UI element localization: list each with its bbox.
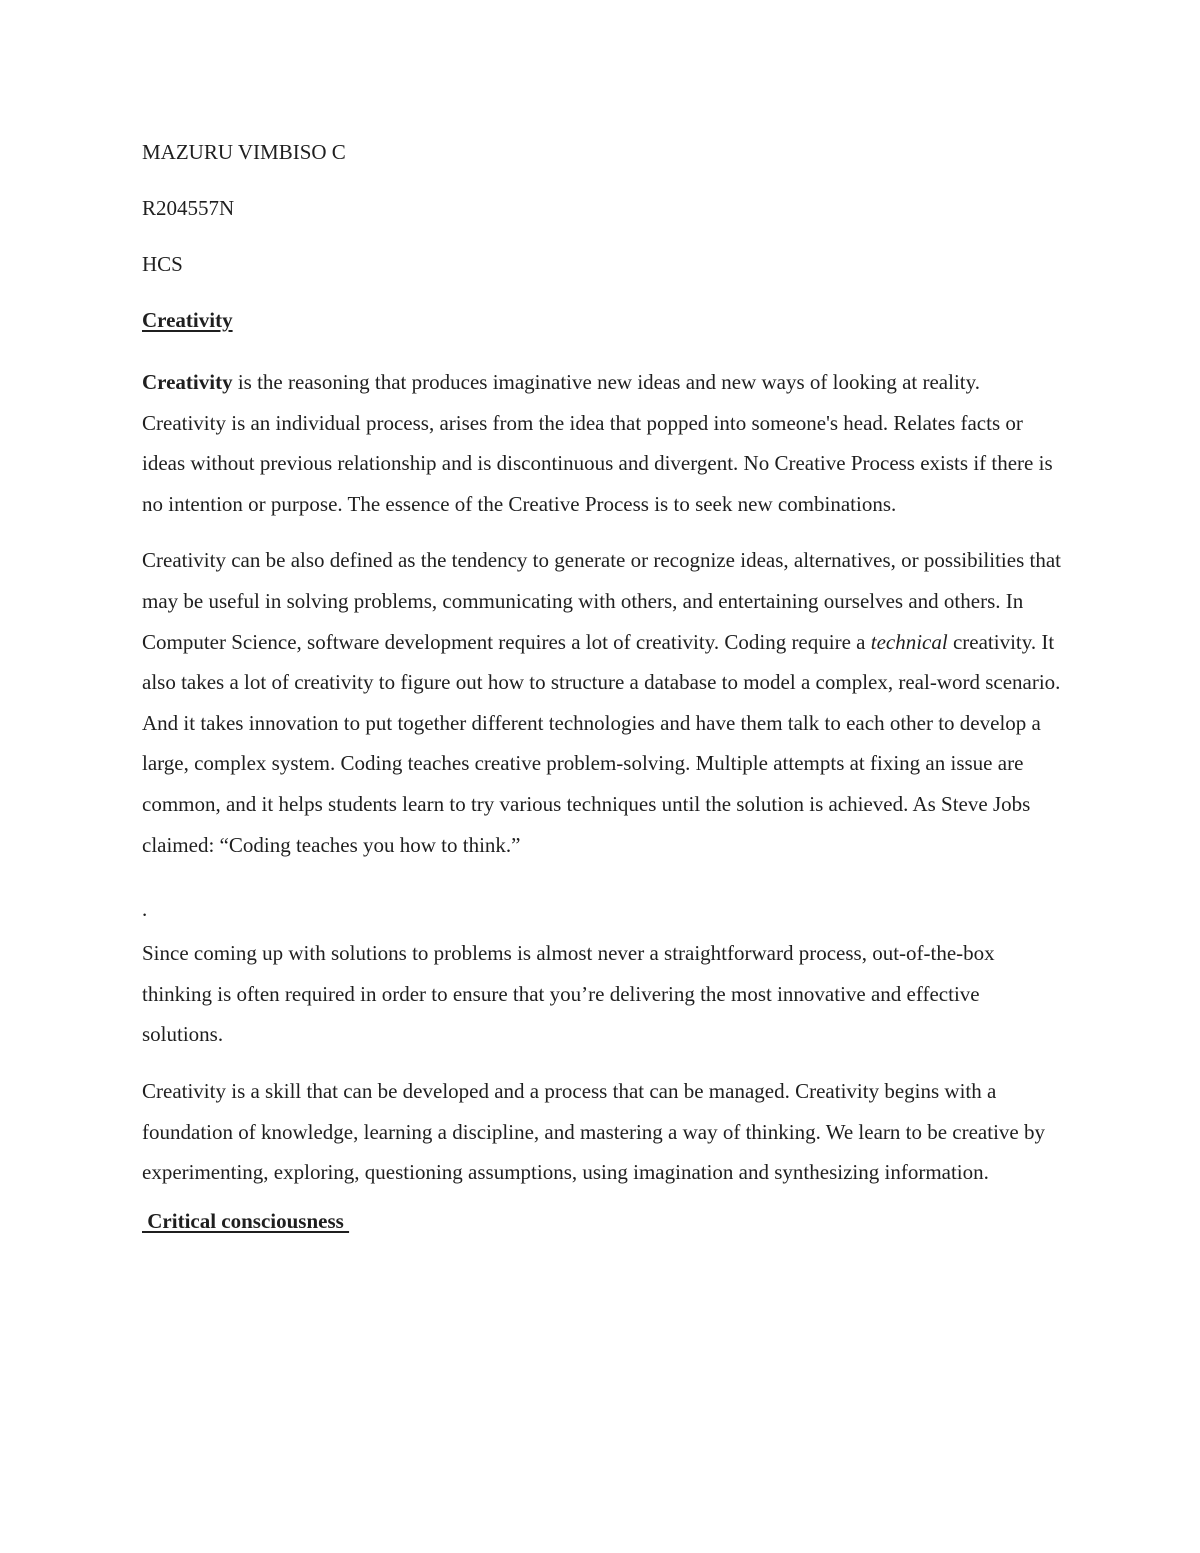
paragraph-1-text: is the reasoning that produces imaginative new ideas and new ways of looking at reality. Creativity is an individual process, arises from the idea that popped into someone's head. Relates facts or ideas without previous relationship and is discontinuous and divergent. No Creative Process exists if there is no intention or purpose. The essence of the Creative Process is to seek new combinations. (142, 370, 1053, 516)
creativity-paragraph-3: Since coming up with solutions to problems is almost never a straightforward process, out-of-the-box thinking is often required in order to ensure that you’re delivering the most innovative and effective solutions. (142, 941, 995, 1047)
creativity-paragraph-4: Creativity is a skill that can be developed and a process that can be managed. Creativity begins with a foundation of knowledge, learning a discipline, and mastering a way of thinking. We learn to be creative by experimenting, exploring, questioning assumptions, using imagination and synthesizing information. (142, 1078, 1045, 1185)
program-code: HCS (142, 252, 183, 276)
paragraph-2-text-a: Creativity can be also defined as the tendency to generate or recognize ideas, alternatives, or possibilities that may be useful in solving problems, communicating with others, and entertaining ourselves and others. In Computer Science, software development requires a lot of creativity. Coding require a (142, 548, 1061, 654)
document-body (142, 140, 1064, 1263)
creativity-paragraph-2 (142, 540, 1064, 865)
technical-italic: technical (870, 629, 948, 654)
creativity-paragraph-1 (142, 362, 1064, 524)
paragraph-2-text-b: creativity. It also takes a lot of creativity to figure out how to structure a database to model a complex, real-word scenario. And it takes innovation to put together different technologies and have them talk to each other to develop a large, complex system. Coding teaches creative problem-solving. Multiple attempts at fixing an issue are common, and it helps students learn to try various techniques until the solution is achieved. As Steve Jobs claimed: “Coding teaches you how to think.” (142, 629, 1061, 857)
registration-number: R204557N (142, 196, 235, 220)
creativity-bold-lead: Creativity (142, 370, 233, 394)
critical-consciousness-heading: Critical consciousness (142, 1208, 350, 1233)
creativity-heading: Creativity (142, 308, 233, 332)
stray-dot: . (142, 897, 148, 922)
student-name: MAZURU VIMBISO C (142, 140, 346, 164)
